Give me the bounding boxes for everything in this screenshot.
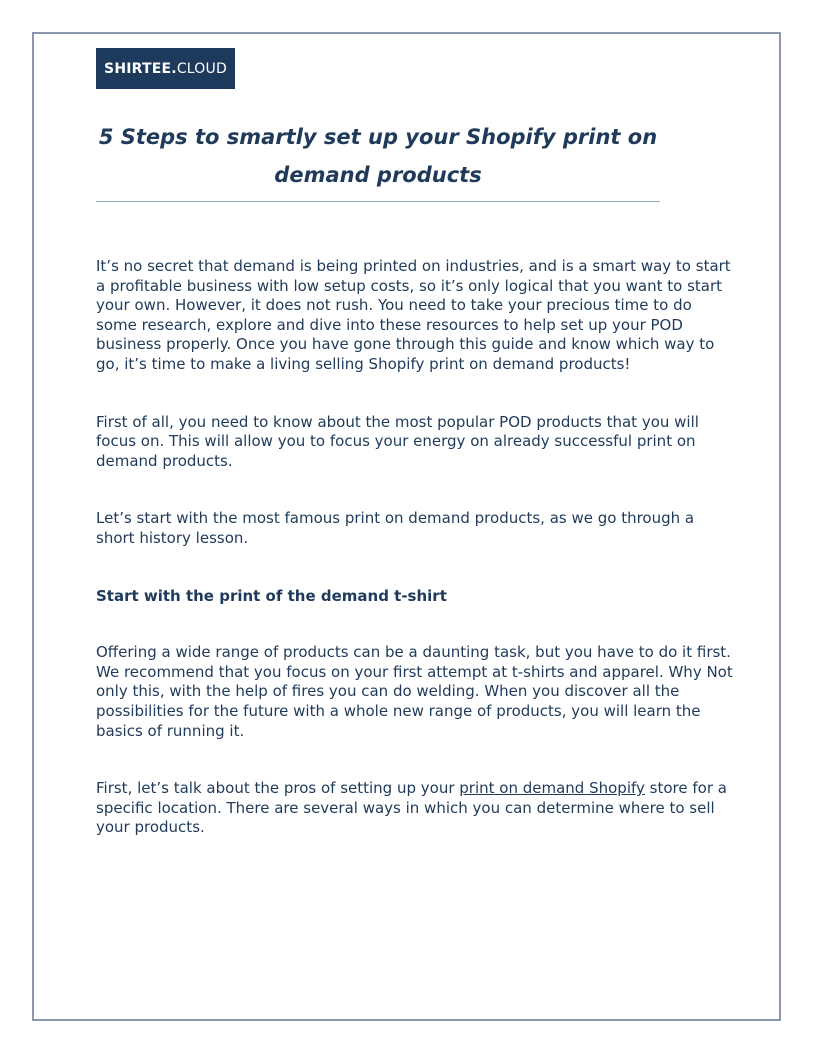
- location-paragraph: [96, 779, 736, 838]
- section-heading: Start with the print of the demand t-shirt: [96, 586, 447, 605]
- popular-products-paragraph: First of all, you need to know about the most popular POD products that you will focus on. This will allow you to focus your energy on already successful print on demand products.: [96, 412, 699, 470]
- print-on-demand-shopify-link[interactable]: print on demand Shopify: [459, 779, 645, 798]
- location-text-end: store for a specific location. There are several ways in which you can determine where to sell your products.: [96, 779, 727, 837]
- history-paragraph: Let’s start with the most famous print on demand products, as we go through a short history lesson.: [96, 509, 695, 547]
- logo-thin-text: CLOUD: [176, 60, 227, 77]
- location-text-start: First, let’s talk about the pros of setting up your: [96, 779, 460, 798]
- shirtee-cloud-logo: [96, 48, 235, 89]
- title-divider: [96, 201, 660, 202]
- logo-bold-text: SHIRTEE: [104, 60, 172, 77]
- document-body: [96, 257, 736, 876]
- document-title: 5 Steps to smartly set up your Shopify print on demand products: [98, 125, 658, 187]
- logo-dot: .: [171, 60, 177, 77]
- intro-paragraph: It’s no secret that demand is being printed on industries, and is a smart way to start a profitable business with low setup costs, so it’s only logical that you want to start your own. However, it does not rush. You need to take your precious time to do some research, explore and dive into these resources to help set up your POD business properly. Once you have gone through this guide and know which way to go, it’s time to make a living selling Shopify print on demand products!: [96, 257, 731, 373]
- tshirt-paragraph: Offering a wide range of products can be a daunting task, but you have to do it first. We recommend that you focus on your first attempt at t-shirts and apparel. Why Not only this, with the help of fires you can do welding. When you discover all the possibilities for the future with a whole new range of products, you will learn the basics of running it.: [96, 643, 733, 740]
